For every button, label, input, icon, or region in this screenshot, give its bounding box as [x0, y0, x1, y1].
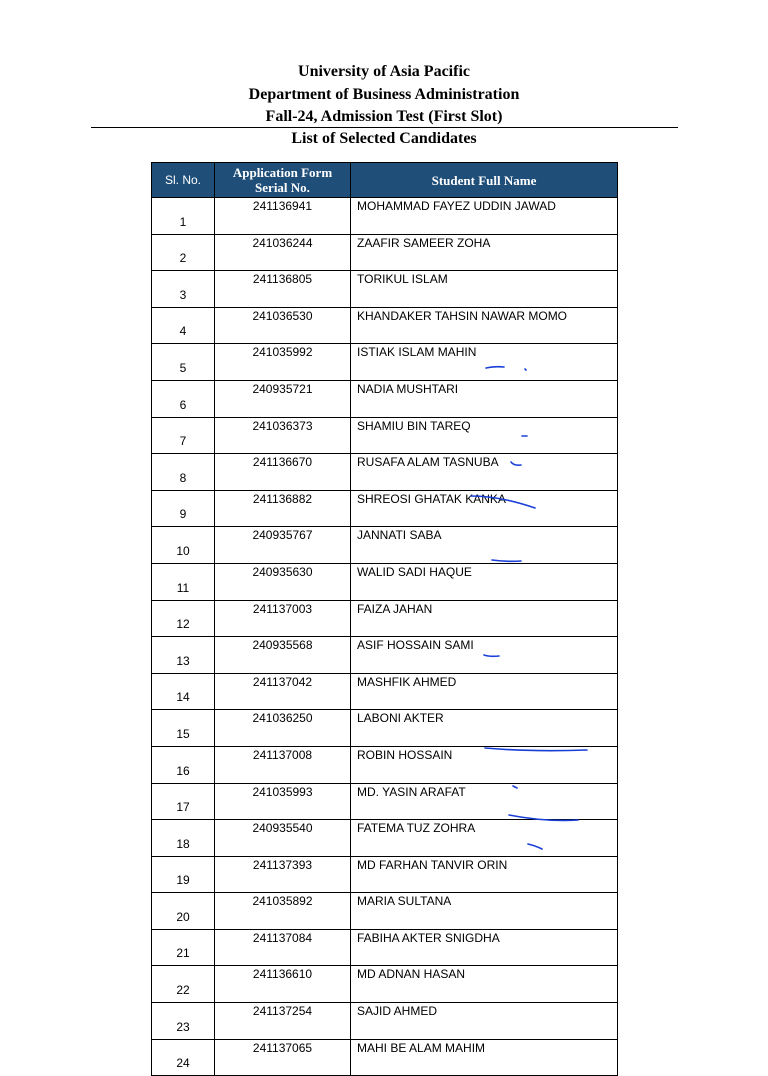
sl-no-cell: 3	[152, 271, 215, 308]
student-name-cell: ZAAFIR SAMEER ZOHA	[351, 234, 618, 271]
student-name-cell: JANNATI SABA	[351, 527, 618, 564]
column-header-sl-no: Sl. No.	[152, 163, 215, 198]
student-name-cell: TORIKUL ISLAM	[351, 271, 618, 308]
table-row	[152, 783, 618, 820]
student-name-cell: LABONI AKTER	[351, 710, 618, 747]
sl-no-cell: 15	[152, 710, 215, 747]
table-row	[152, 856, 618, 893]
sl-no-cell: 10	[152, 527, 215, 564]
student-name-cell: MD FARHAN TANVIR ORIN	[351, 856, 618, 893]
sl-no-cell: 14	[152, 673, 215, 710]
table-row	[152, 1003, 618, 1040]
student-name-cell: SHAMIU BIN TAREQ	[351, 417, 618, 454]
table-row	[152, 710, 618, 747]
application-serial-cell: 241036250	[215, 710, 351, 747]
table-row	[152, 1039, 618, 1076]
application-serial-cell: 240935721	[215, 380, 351, 417]
application-serial-cell: 240935568	[215, 637, 351, 674]
application-serial-cell: 241137254	[215, 1003, 351, 1040]
student-name-cell: WALID SADI HAQUE	[351, 563, 618, 600]
table-body	[152, 198, 618, 1076]
table-row	[152, 673, 618, 710]
student-name-cell: MD ADNAN HASAN	[351, 966, 618, 1003]
table-row	[152, 454, 618, 491]
sl-no-cell: 21	[152, 929, 215, 966]
sl-no-cell: 2	[152, 234, 215, 271]
application-serial-cell: 241137084	[215, 929, 351, 966]
table-row	[152, 271, 618, 308]
application-serial-cell: 241136670	[215, 454, 351, 491]
application-serial-cell: 241136610	[215, 966, 351, 1003]
sl-no-cell: 4	[152, 307, 215, 344]
sl-no-cell: 22	[152, 966, 215, 1003]
table-row	[152, 380, 618, 417]
column-header-application-serial: Application Form Serial No.	[215, 163, 351, 198]
student-name-cell: KHANDAKER TAHSIN NAWAR MOMO	[351, 307, 618, 344]
sl-no-cell: 17	[152, 783, 215, 820]
application-serial-cell: 240935767	[215, 527, 351, 564]
table-row	[152, 600, 618, 637]
admission-test-title: Fall-24, Admission Test (First Slot)	[265, 108, 503, 125]
application-serial-cell: 241036244	[215, 234, 351, 271]
application-serial-cell: 241036530	[215, 307, 351, 344]
application-serial-cell: 241136941	[215, 198, 351, 235]
table-row	[152, 563, 618, 600]
application-serial-cell: 241137393	[215, 856, 351, 893]
student-name-cell: ROBIN HOSSAIN	[351, 746, 618, 783]
application-serial-cell: 241035892	[215, 893, 351, 930]
table-row	[152, 893, 618, 930]
sl-no-cell: 7	[152, 417, 215, 454]
sl-no-cell: 23	[152, 1003, 215, 1040]
application-serial-cell: 241136882	[215, 490, 351, 527]
department-title: Department of Business Administration	[248, 86, 520, 103]
student-name-cell: MD. YASIN ARAFAT	[351, 783, 618, 820]
table-row	[152, 746, 618, 783]
sl-no-cell: 1	[152, 198, 215, 235]
table-row	[152, 820, 618, 857]
table-row	[152, 344, 618, 381]
student-name-cell: MAHI BE ALAM MAHIM	[351, 1039, 618, 1076]
sl-no-cell: 13	[152, 637, 215, 674]
table-row	[152, 490, 618, 527]
sl-no-cell: 11	[152, 563, 215, 600]
application-serial-cell: 241137008	[215, 746, 351, 783]
application-serial-cell: 241035992	[215, 344, 351, 381]
application-serial-cell: 241137042	[215, 673, 351, 710]
student-name-cell: NADIA MUSHTARI	[351, 380, 618, 417]
student-name-cell: MOHAMMAD FAYEZ UDDIN JAWAD	[351, 198, 618, 235]
student-name-cell: FAIZA JAHAN	[351, 600, 618, 637]
sl-no-cell: 5	[152, 344, 215, 381]
student-name-cell: MASHFIK AHMED	[351, 673, 618, 710]
list-title: List of Selected Candidates	[291, 130, 477, 147]
sl-no-cell: 18	[152, 820, 215, 857]
application-serial-cell: 241137065	[215, 1039, 351, 1076]
table-row	[152, 637, 618, 674]
table-row	[152, 417, 618, 454]
sl-no-cell: 16	[152, 746, 215, 783]
student-name-cell: ISTIAK ISLAM MAHIN	[351, 344, 618, 381]
application-serial-cell: 241136805	[215, 271, 351, 308]
student-name-cell: FABIHA AKTER SNIGDHA	[351, 929, 618, 966]
university-title: University of Asia Pacific	[298, 63, 470, 80]
application-serial-cell: 241036373	[215, 417, 351, 454]
sl-no-cell: 9	[152, 490, 215, 527]
student-name-cell: SHREOSI GHATAK KANKA	[351, 490, 618, 527]
candidates-table	[151, 162, 618, 1076]
student-name-cell: RUSAFA ALAM TASNUBA	[351, 454, 618, 491]
sl-no-cell: 24	[152, 1039, 215, 1076]
table-row	[152, 198, 618, 235]
application-serial-cell: 240935540	[215, 820, 351, 857]
table-row	[152, 527, 618, 564]
sl-no-cell: 6	[152, 380, 215, 417]
table-row	[152, 929, 618, 966]
student-name-cell: MARIA SULTANA	[351, 893, 618, 930]
table-row	[152, 307, 618, 344]
table-row	[152, 966, 618, 1003]
student-name-cell: FATEMA TUZ ZOHRA	[351, 820, 618, 857]
table-row	[152, 234, 618, 271]
sl-no-cell: 8	[152, 454, 215, 491]
application-serial-cell: 241137003	[215, 600, 351, 637]
student-name-cell: ASIF HOSSAIN SAMI	[351, 637, 618, 674]
table-header	[152, 163, 618, 198]
sl-no-cell: 20	[152, 893, 215, 930]
application-serial-cell: 240935630	[215, 563, 351, 600]
sl-no-cell: 19	[152, 856, 215, 893]
column-header-student-name: Student Full Name	[351, 163, 618, 198]
sl-no-cell: 12	[152, 600, 215, 637]
student-name-cell: SAJID AHMED	[351, 1003, 618, 1040]
application-serial-cell: 241035993	[215, 783, 351, 820]
